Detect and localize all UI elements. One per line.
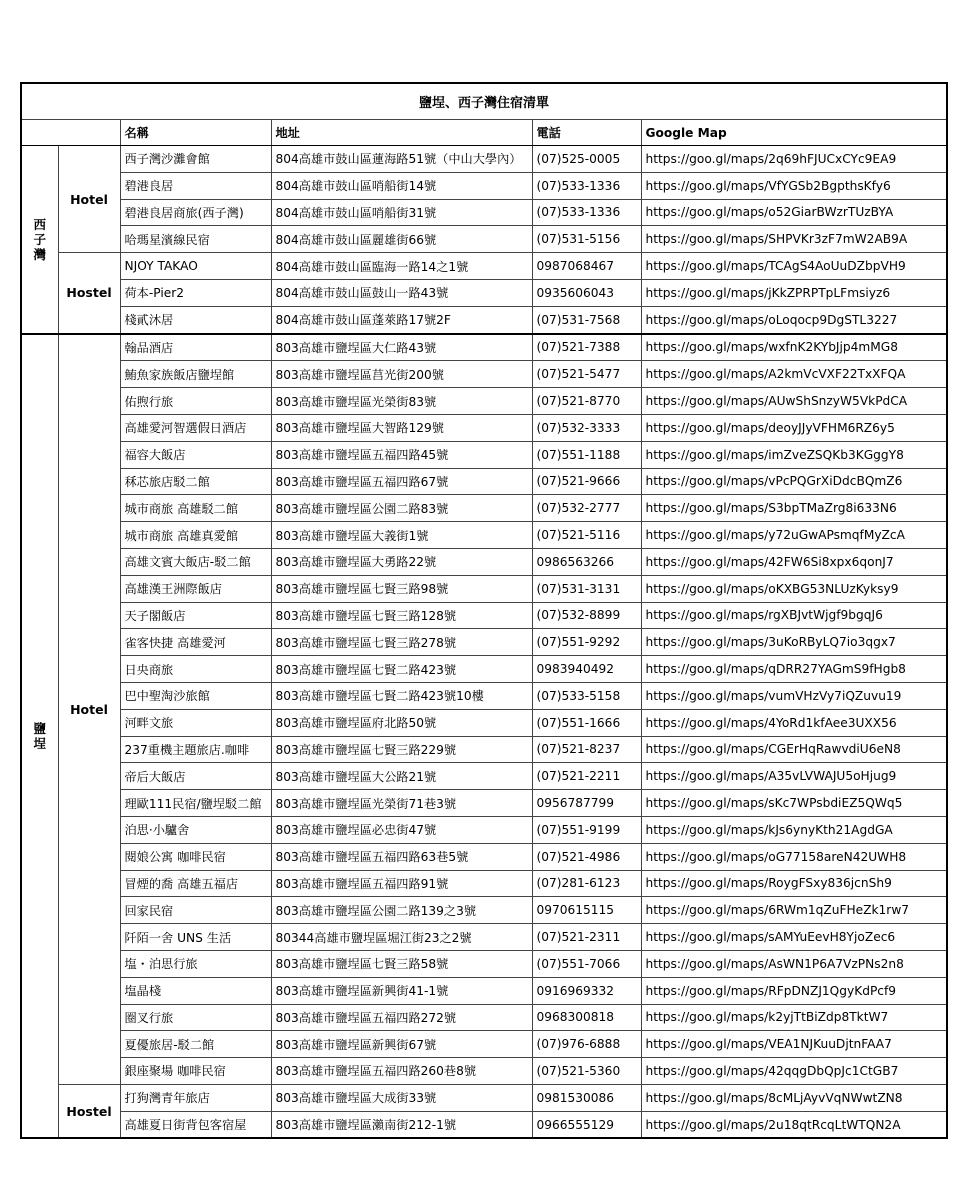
table-row: [21, 1111, 947, 1138]
lodging-address: 803高雄市鹽埕區五福四路63巷5號: [271, 843, 532, 870]
table-row: [21, 924, 947, 951]
lodging-map-link[interactable]: https://goo.gl/maps/VfYGSb2BgpthsKfy6: [641, 172, 947, 199]
lodging-map-link[interactable]: https://goo.gl/maps/2u18qtRcqLtWTQN2A: [641, 1111, 947, 1138]
lodging-map-link[interactable]: https://goo.gl/maps/rgXBJvtWjgf9bgqJ6: [641, 602, 947, 629]
lodging-name: 棧貳沐居: [120, 306, 271, 333]
lodging-phone: 0916969332: [532, 977, 641, 1004]
lodging-name: 高雄夏日街背包客宿屋: [120, 1111, 271, 1138]
lodging-map-link[interactable]: https://goo.gl/maps/SHPVKr3zF7mW2AB9A: [641, 226, 947, 253]
table-row: [21, 388, 947, 415]
lodging-name: 翰品酒店: [120, 334, 271, 361]
table-row: [21, 575, 947, 602]
lodging-phone: 0968300818: [532, 1004, 641, 1031]
lodging-phone: (07)521-8237: [532, 736, 641, 763]
lodging-phone: (07)551-9292: [532, 629, 641, 656]
lodging-map-link[interactable]: https://goo.gl/maps/42qqgDbQpJc1CtGB7: [641, 1058, 947, 1085]
lodging-map-link[interactable]: https://goo.gl/maps/3uKoRByLQ7io3qgx7: [641, 629, 947, 656]
lodging-name: 福容大飯店: [120, 441, 271, 468]
lodging-phone: (07)525-0005: [532, 146, 641, 173]
table-row: [21, 548, 947, 575]
lodging-map-link[interactable]: https://goo.gl/maps/A35vLVWAJU5oHjug9: [641, 763, 947, 790]
lodging-phone: (07)531-5156: [532, 226, 641, 253]
column-header-name: 名稱: [120, 120, 271, 146]
lodging-address: 803高雄市鹽埕區瀨南街212-1號: [271, 1111, 532, 1138]
lodging-name: 高雄漢王洲際飯店: [120, 575, 271, 602]
lodging-address: 803高雄市鹽埕區光榮街71巷3號: [271, 790, 532, 817]
lodging-phone: (07)521-8770: [532, 388, 641, 415]
lodging-name: 鮪魚家族飯店鹽埕館: [120, 361, 271, 388]
lodging-phone: (07)533-1336: [532, 172, 641, 199]
lodging-phone: (07)531-3131: [532, 575, 641, 602]
lodging-table: [20, 82, 948, 1139]
lodging-phone: (07)532-2777: [532, 495, 641, 522]
table-row: [21, 253, 947, 280]
lodging-map-link[interactable]: https://goo.gl/maps/k2yjTtBiZdp8TktW7: [641, 1004, 947, 1031]
lodging-address: 804高雄市鼓山區哨船街31號: [271, 199, 532, 226]
lodging-address: 803高雄市鹽埕區公園二路83號: [271, 495, 532, 522]
lodging-address: 803高雄市鹽埕區必忠街47號: [271, 816, 532, 843]
column-header-address: 地址: [271, 120, 532, 146]
lodging-address: 803高雄市鹽埕區七賢三路58號: [271, 950, 532, 977]
lodging-map-link[interactable]: https://goo.gl/maps/6RWm1qZuFHeZk1rw7: [641, 897, 947, 924]
table-row: [21, 279, 947, 306]
table-row: [21, 1031, 947, 1058]
table-row: [21, 629, 947, 656]
table-row: [21, 897, 947, 924]
lodging-name: 河畔文旅: [120, 709, 271, 736]
lodging-phone: (07)533-1336: [532, 199, 641, 226]
lodging-map-link[interactable]: https://goo.gl/maps/oKXBG53NLUzKyksy9: [641, 575, 947, 602]
lodging-map-link[interactable]: https://goo.gl/maps/vumVHzVy7iQZuvu19: [641, 682, 947, 709]
table-row: [21, 816, 947, 843]
table-row: [21, 736, 947, 763]
lodging-address: 803高雄市鹽埕區府北路50號: [271, 709, 532, 736]
lodging-phone: (07)281-6123: [532, 870, 641, 897]
lodging-map-link[interactable]: https://goo.gl/maps/jKkZPRPTpLFmsiyz6: [641, 279, 947, 306]
lodging-address: 803高雄市鹽埕區五福四路91號: [271, 870, 532, 897]
table-row: [21, 602, 947, 629]
lodging-address: 803高雄市鹽埕區大成街33號: [271, 1084, 532, 1111]
lodging-name: 閱娘公寓 咖啡民宿: [120, 843, 271, 870]
lodging-name: 城市商旅 高雄真愛館: [120, 522, 271, 549]
table-row: [21, 870, 947, 897]
header-spacer: [21, 120, 120, 146]
table-row: [21, 414, 947, 441]
lodging-name: 塩・泊思行旅: [120, 950, 271, 977]
lodging-address: 803高雄市鹽埕區七賢三路128號: [271, 602, 532, 629]
lodging-name: 塩晶棧: [120, 977, 271, 1004]
lodging-phone: (07)521-7388: [532, 334, 641, 361]
lodging-name: 碧港良居: [120, 172, 271, 199]
lodging-phone: (07)532-3333: [532, 414, 641, 441]
lodging-type-label: Hotel: [58, 334, 120, 1085]
lodging-name: 打狗灣青年旅店: [120, 1084, 271, 1111]
lodging-name: 雀客快捷 高雄愛河: [120, 629, 271, 656]
table-row: [21, 306, 947, 333]
lodging-address: 803高雄市鹽埕區大仁路43號: [271, 334, 532, 361]
table-row: [21, 709, 947, 736]
table-row: [21, 977, 947, 1004]
lodging-map-link[interactable]: https://goo.gl/maps/oG77158areN42UWH8: [641, 843, 947, 870]
lodging-address: 804高雄市鼓山區蓮海路51號（中山大學內）: [271, 146, 532, 173]
lodging-phone: (07)533-5158: [532, 682, 641, 709]
lodging-phone: (07)551-7066: [532, 950, 641, 977]
lodging-phone: (07)532-8899: [532, 602, 641, 629]
lodging-address: 803高雄市鹽埕區五福四路45號: [271, 441, 532, 468]
lodging-phone: 0935606043: [532, 279, 641, 306]
lodging-type-label: Hotel: [58, 146, 120, 253]
lodging-map-link[interactable]: https://goo.gl/maps/CGErHqRawvdiU6eN8: [641, 736, 947, 763]
lodging-phone: (07)551-1188: [532, 441, 641, 468]
lodging-address: 803高雄市鹽埕區新興街41-1號: [271, 977, 532, 1004]
table-row: [21, 1004, 947, 1031]
lodging-name: 秝芯旅店駁二館: [120, 468, 271, 495]
table-row: [21, 950, 947, 977]
table-row: [21, 763, 947, 790]
lodging-name: 碧港良居商旅(西子灣): [120, 199, 271, 226]
lodging-phone: (07)521-4986: [532, 843, 641, 870]
lodging-phone: (07)521-5116: [532, 522, 641, 549]
table-row: [21, 790, 947, 817]
table-row: [21, 199, 947, 226]
lodging-address: 804高雄市鼓山區臨海一路14之1號: [271, 253, 532, 280]
lodging-address: 803高雄市鹽埕區莒光街200號: [271, 361, 532, 388]
lodging-map-link[interactable]: https://goo.gl/maps/sKc7WPsbdiEZ5QWq5: [641, 790, 947, 817]
table-row: [21, 495, 947, 522]
lodging-phone: (07)521-2311: [532, 924, 641, 951]
lodging-phone: (07)976-6888: [532, 1031, 641, 1058]
lodging-phone: 0956787799: [532, 790, 641, 817]
lodging-map-link[interactable]: https://goo.gl/maps/TCAgS4AoUuDZbpVH9: [641, 253, 947, 280]
lodging-map-link[interactable]: https://goo.gl/maps/imZveZSQKb3KGggY8: [641, 441, 947, 468]
lodging-address: 804高雄市鼓山區鼓山一路43號: [271, 279, 532, 306]
lodging-phone: 0987068467: [532, 253, 641, 280]
table-row: [21, 522, 947, 549]
lodging-address: 803高雄市鹽埕區七賢二路423號: [271, 656, 532, 683]
lodging-map-link[interactable]: https://goo.gl/maps/qDRR27YAGmS9fHgb8: [641, 656, 947, 683]
lodging-map-link[interactable]: https://goo.gl/maps/A2kmVcVXF22TxXFQA: [641, 361, 947, 388]
lodging-phone: (07)551-9199: [532, 816, 641, 843]
lodging-map-link[interactable]: https://goo.gl/maps/vPcPQGrXiDdcBQmZ6: [641, 468, 947, 495]
lodging-address: 803高雄市鹽埕區五福四路272號: [271, 1004, 532, 1031]
lodging-name: 城市商旅 高雄駁二館: [120, 495, 271, 522]
lodging-phone: (07)531-7568: [532, 306, 641, 333]
lodging-name: 西子灣沙灘會館: [120, 146, 271, 173]
lodging-address: 803高雄市鹽埕區新興街67號: [271, 1031, 532, 1058]
lodging-address: 804高雄市鼓山區麗雄街66號: [271, 226, 532, 253]
lodging-map-link[interactable]: https://goo.gl/maps/4YoRd1kfAee3UXX56: [641, 709, 947, 736]
table-row: [21, 226, 947, 253]
table-body: [21, 146, 947, 1139]
lodging-address: 803高雄市鹽埕區五福四路67號: [271, 468, 532, 495]
lodging-phone: (07)521-5477: [532, 361, 641, 388]
lodging-address: 803高雄市鹽埕區七賢三路229號: [271, 736, 532, 763]
table-row: [21, 656, 947, 683]
lodging-map-link[interactable]: https://goo.gl/maps/AsWN1P6A7VzPNs2n8: [641, 950, 947, 977]
table-row: [21, 1084, 947, 1111]
lodging-name: 巴中聖淘沙旅館: [120, 682, 271, 709]
lodging-phone: (07)521-5360: [532, 1058, 641, 1085]
lodging-name: NJOY TAKAO: [120, 253, 271, 280]
lodging-map-link[interactable]: https://goo.gl/maps/o52GiarBWzrTUzBYA: [641, 199, 947, 226]
table-row: [21, 682, 947, 709]
lodging-phone: (07)551-1666: [532, 709, 641, 736]
lodging-phone: 0981530086: [532, 1084, 641, 1111]
lodging-type-label: Hostel: [58, 1084, 120, 1138]
lodging-name: 天子閣飯店: [120, 602, 271, 629]
lodging-address: 803高雄市鹽埕區七賢三路98號: [271, 575, 532, 602]
lodging-map-link[interactable]: https://goo.gl/maps/RoygFSxy836jcnSh9: [641, 870, 947, 897]
lodging-map-link[interactable]: https://goo.gl/maps/8cMLjAyvVqNWwtZN8: [641, 1084, 947, 1111]
lodging-map-link[interactable]: https://goo.gl/maps/wxfnK2KYbJjp4mMG8: [641, 334, 947, 361]
lodging-address: 803高雄市鹽埕區七賢三路278號: [271, 629, 532, 656]
lodging-name: 佑煦行旅: [120, 388, 271, 415]
lodging-list-document: [20, 82, 946, 1139]
lodging-name: 圈叉行旅: [120, 1004, 271, 1031]
lodging-address: 803高雄市鹽埕區光榮街83號: [271, 388, 532, 415]
table-title: 鹽埕、西子灣住宿清單: [21, 83, 947, 120]
lodging-name: 阡陌一舍 UNS 生活: [120, 924, 271, 951]
lodging-address: 803高雄市鹽埕區大公路21號: [271, 763, 532, 790]
lodging-phone: 0983940492: [532, 656, 641, 683]
lodging-name: 回家民宿: [120, 897, 271, 924]
lodging-address: 803高雄市鹽埕區大義街1號: [271, 522, 532, 549]
lodging-name: 銀座聚場 咖啡民宿: [120, 1058, 271, 1085]
lodging-phone: (07)521-9666: [532, 468, 641, 495]
lodging-address: 803高雄市鹽埕區七賢二路423號10樓: [271, 682, 532, 709]
lodging-map-link[interactable]: https://goo.gl/maps/RFpDNZJ1QgyKdPcf9: [641, 977, 947, 1004]
table-row: [21, 172, 947, 199]
lodging-map-link[interactable]: https://goo.gl/maps/y72uGwAPsmqfMyZcA: [641, 522, 947, 549]
table-row: [21, 468, 947, 495]
table-row: [21, 361, 947, 388]
lodging-name: 帝后大飯店: [120, 763, 271, 790]
lodging-address: 804高雄市鼓山區蓬萊路17號2F: [271, 306, 532, 333]
lodging-name: 哈瑪星濱線民宿: [120, 226, 271, 253]
area-label: 西 子 灣: [21, 146, 58, 334]
lodging-map-link[interactable]: https://goo.gl/maps/S3bpTMaZrg8i633N6: [641, 495, 947, 522]
lodging-map-link[interactable]: https://goo.gl/maps/AUwShSnzyW5VkPdCA: [641, 388, 947, 415]
lodging-type-label: Hostel: [58, 253, 120, 334]
lodging-address: 804高雄市鼓山區哨船街14號: [271, 172, 532, 199]
lodging-name: 日央商旅: [120, 656, 271, 683]
lodging-phone: 0970615115: [532, 897, 641, 924]
column-header-google-map: Google Map: [641, 120, 947, 146]
lodging-name: 高雄愛河智選假日酒店: [120, 414, 271, 441]
lodging-map-link[interactable]: https://goo.gl/maps/sAMYuEevH8YjoZec6: [641, 924, 947, 951]
lodging-name: 冒煙的喬 高雄五福店: [120, 870, 271, 897]
lodging-name: 泊思·小驢舍: [120, 816, 271, 843]
table-row: [21, 441, 947, 468]
lodging-phone: (07)521-2211: [532, 763, 641, 790]
lodging-map-link[interactable]: https://goo.gl/maps/2q69hFJUCxCYc9EA9: [641, 146, 947, 173]
lodging-name: 237重機主題旅店.咖啡: [120, 736, 271, 763]
lodging-map-link[interactable]: https://goo.gl/maps/oLoqocp9DgSTL3227: [641, 306, 947, 333]
lodging-address: 80344高雄市鹽埕區堀江街23之2號: [271, 924, 532, 951]
lodging-map-link[interactable]: https://goo.gl/maps/VEA1NJKuuDjtnFAA7: [641, 1031, 947, 1058]
table-row: [21, 843, 947, 870]
lodging-name: 夏優旅居-駁二館: [120, 1031, 271, 1058]
lodging-address: 803高雄市鹽埕區大智路129號: [271, 414, 532, 441]
table-row: [21, 334, 947, 361]
lodging-map-link[interactable]: https://goo.gl/maps/42FW6Si8xpx6qonJ7: [641, 548, 947, 575]
lodging-name: 荷本-Pier2: [120, 279, 271, 306]
lodging-address: 803高雄市鹽埕區公園二路139之3號: [271, 897, 532, 924]
area-label: 鹽 埕: [21, 334, 58, 1139]
lodging-map-link[interactable]: https://goo.gl/maps/kJs6ynyKth21AgdGA: [641, 816, 947, 843]
lodging-name: 高雄文賓大飯店-駁二館: [120, 548, 271, 575]
lodging-map-link[interactable]: https://goo.gl/maps/deoyJJyVFHM6RZ6y5: [641, 414, 947, 441]
lodging-address: 803高雄市鹽埕區大勇路22號: [271, 548, 532, 575]
lodging-address: 803高雄市鹽埕區五福四路260巷8號: [271, 1058, 532, 1085]
lodging-phone: 0986563266: [532, 548, 641, 575]
column-header-phone: 電話: [532, 120, 641, 146]
table-row: [21, 146, 947, 173]
table-row: [21, 1058, 947, 1085]
lodging-phone: 0966555129: [532, 1111, 641, 1138]
lodging-name: 理歐111民宿/鹽埕駁二館: [120, 790, 271, 817]
